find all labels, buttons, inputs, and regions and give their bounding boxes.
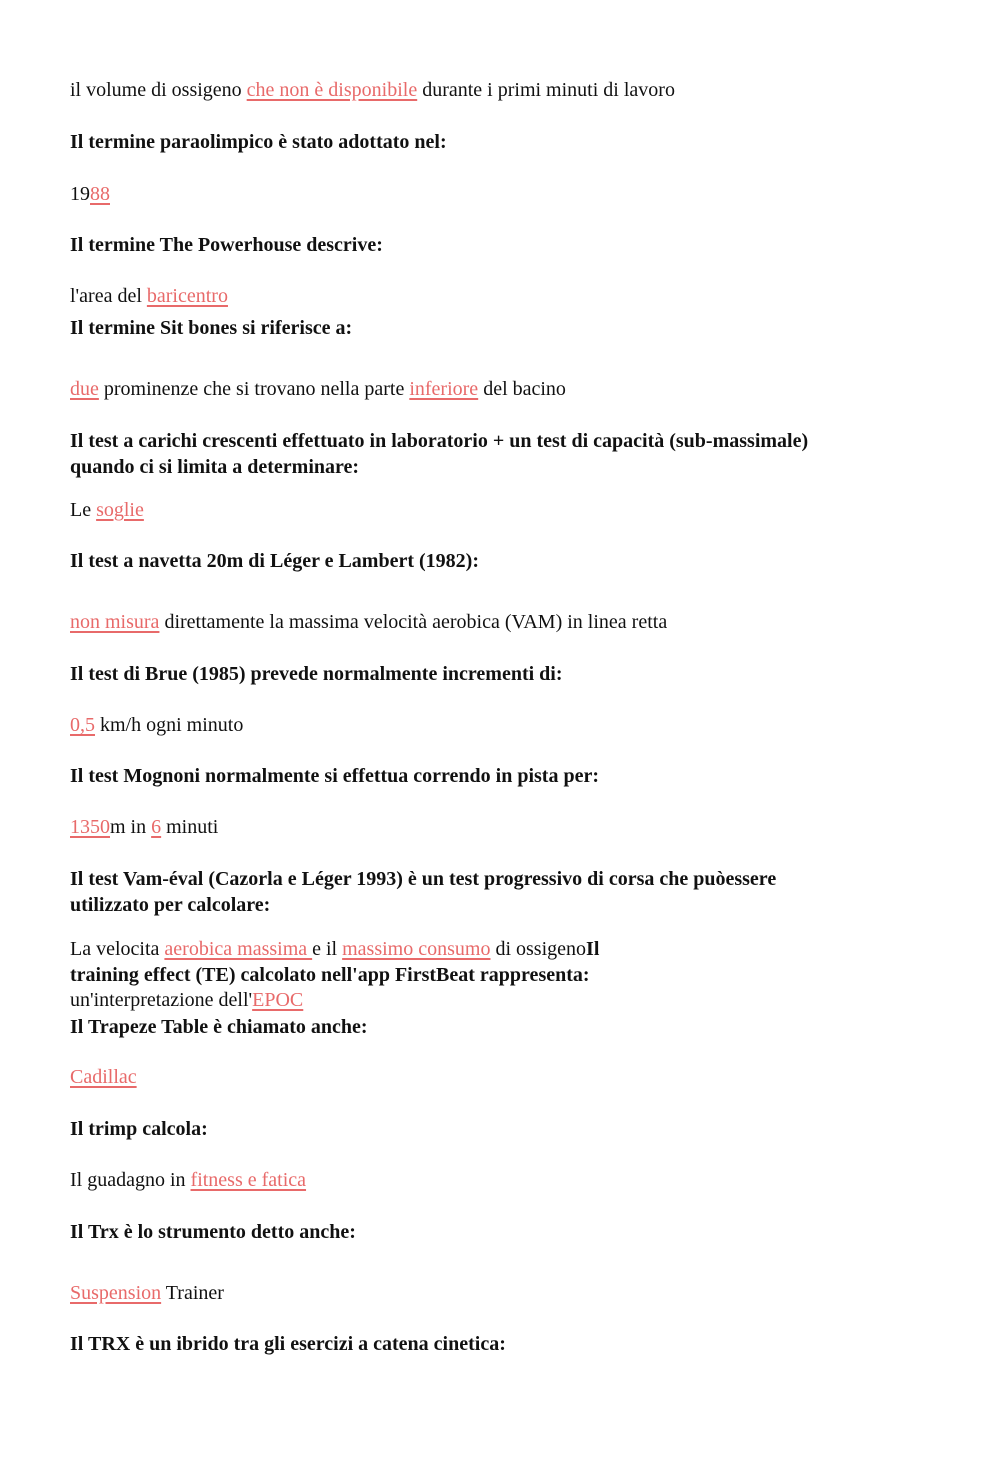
text-segment: Il TRX è un ibrido tra gli esercizi a catena cinetica: [70, 1333, 506, 1355]
question-line [70, 429, 808, 453]
text-segment: La velocita [70, 938, 165, 960]
answer-line [70, 713, 243, 737]
question-line [70, 1117, 208, 1141]
text-segment: Il test a carichi crescenti effettuato in laboratorio + un test di capacità (sub-massimale) [70, 430, 809, 452]
text-segment: un'interpretazione dell' [70, 989, 253, 1011]
text-segment: Il test a navetta 20m di Léger e Lambert (1982): [70, 550, 479, 572]
text-segment: 19 [70, 183, 90, 205]
highlighted-answer: che non è disponibile [246, 79, 418, 101]
text-segment: l'area del [70, 285, 147, 307]
answer-line [70, 815, 218, 839]
question-line [70, 662, 563, 686]
answer-line [70, 1168, 306, 1192]
question-line [70, 130, 447, 154]
answer-line [70, 1065, 137, 1089]
answer-line [70, 988, 303, 1012]
highlighted-answer: fitness e fatica [190, 1169, 307, 1191]
question-line [70, 963, 590, 987]
text-segment: Il Trapeze Table è chiamato anche: [70, 1016, 368, 1038]
text-segment: Le [70, 499, 97, 521]
highlighted-answer: 6 [151, 816, 162, 838]
text-segment: Il trimp calcola: [70, 1118, 208, 1140]
text-segment: Il test Vam-éval (Cazorla e Léger 1993) è un test progressivo di corsa che puòessere [70, 868, 777, 890]
text-segment: Trainer [161, 1282, 224, 1304]
answer-line [70, 610, 667, 634]
text-segment: m in [110, 816, 152, 838]
bold-text: Il [586, 938, 600, 960]
highlighted-answer: soglie [96, 499, 144, 521]
text-segment: durante i primi minuti di lavoro [417, 79, 675, 101]
question-line [70, 1015, 368, 1039]
text-segment: del bacino [478, 378, 566, 400]
highlighted-answer: massimo consumo [342, 938, 491, 960]
answer-line [70, 182, 110, 206]
highlighted-answer: non misura [70, 611, 160, 633]
text-segment: Il termine paraolimpico è stato adottato nel: [70, 131, 447, 153]
highlighted-answer: 1350 [70, 816, 110, 838]
answer-line [70, 377, 566, 401]
question-line [70, 1332, 506, 1356]
answer-line [70, 498, 144, 522]
highlighted-answer: 88 [90, 183, 110, 205]
text-segment: Il termine The Powerhouse descrive: [70, 234, 383, 256]
question-line [70, 893, 270, 917]
highlighted-answer: aerobica massima [164, 938, 313, 960]
text-segment: quando ci si limita a determinare: [70, 456, 360, 478]
highlighted-answer: due [70, 378, 99, 400]
highlighted-answer: EPOC [252, 989, 304, 1011]
answer-line [70, 937, 599, 961]
text-segment: training effect (TE) calcolato nell'app FirstBeat rappresenta: [70, 964, 590, 986]
question-line [70, 764, 599, 788]
text-segment: e il [312, 938, 343, 960]
answer-line [70, 78, 675, 102]
text-segment: prominenze che si trovano nella parte [98, 378, 410, 400]
text-segment: il volume di ossigeno [70, 79, 247, 101]
highlighted-answer: Suspension [70, 1282, 162, 1304]
highlighted-answer: 0,5 [70, 714, 95, 736]
question-line [70, 1220, 356, 1244]
text-segment: minuti [161, 816, 219, 838]
highlighted-answer: inferiore [409, 378, 479, 400]
text-segment: direttamente la massima velocità aerobica (VAM) in linea retta [159, 611, 668, 633]
question-line [70, 867, 776, 891]
text-segment: Il termine Sit bones si riferisce a: [70, 317, 353, 339]
answer-line [70, 1281, 224, 1305]
question-line [70, 233, 383, 257]
question-line [70, 455, 359, 479]
text-segment: di ossigeno [490, 938, 587, 960]
text-segment: Il guadagno in [70, 1169, 191, 1191]
answer-line [70, 284, 228, 308]
question-line [70, 316, 352, 340]
text-segment: Il test di Brue (1985) prevede normalmente incrementi di: [70, 663, 563, 685]
text-segment: utilizzato per calcolare: [70, 894, 271, 916]
text-segment: Il test Mognoni normalmente si effettua correndo in pista per: [70, 765, 600, 787]
text-segment: km/h ogni minuto [95, 714, 244, 736]
question-line [70, 549, 479, 573]
text-segment: Il Trx è lo strumento detto anche: [70, 1221, 356, 1243]
highlighted-answer: baricentro [146, 285, 228, 307]
highlighted-answer: Cadillac [70, 1066, 137, 1088]
